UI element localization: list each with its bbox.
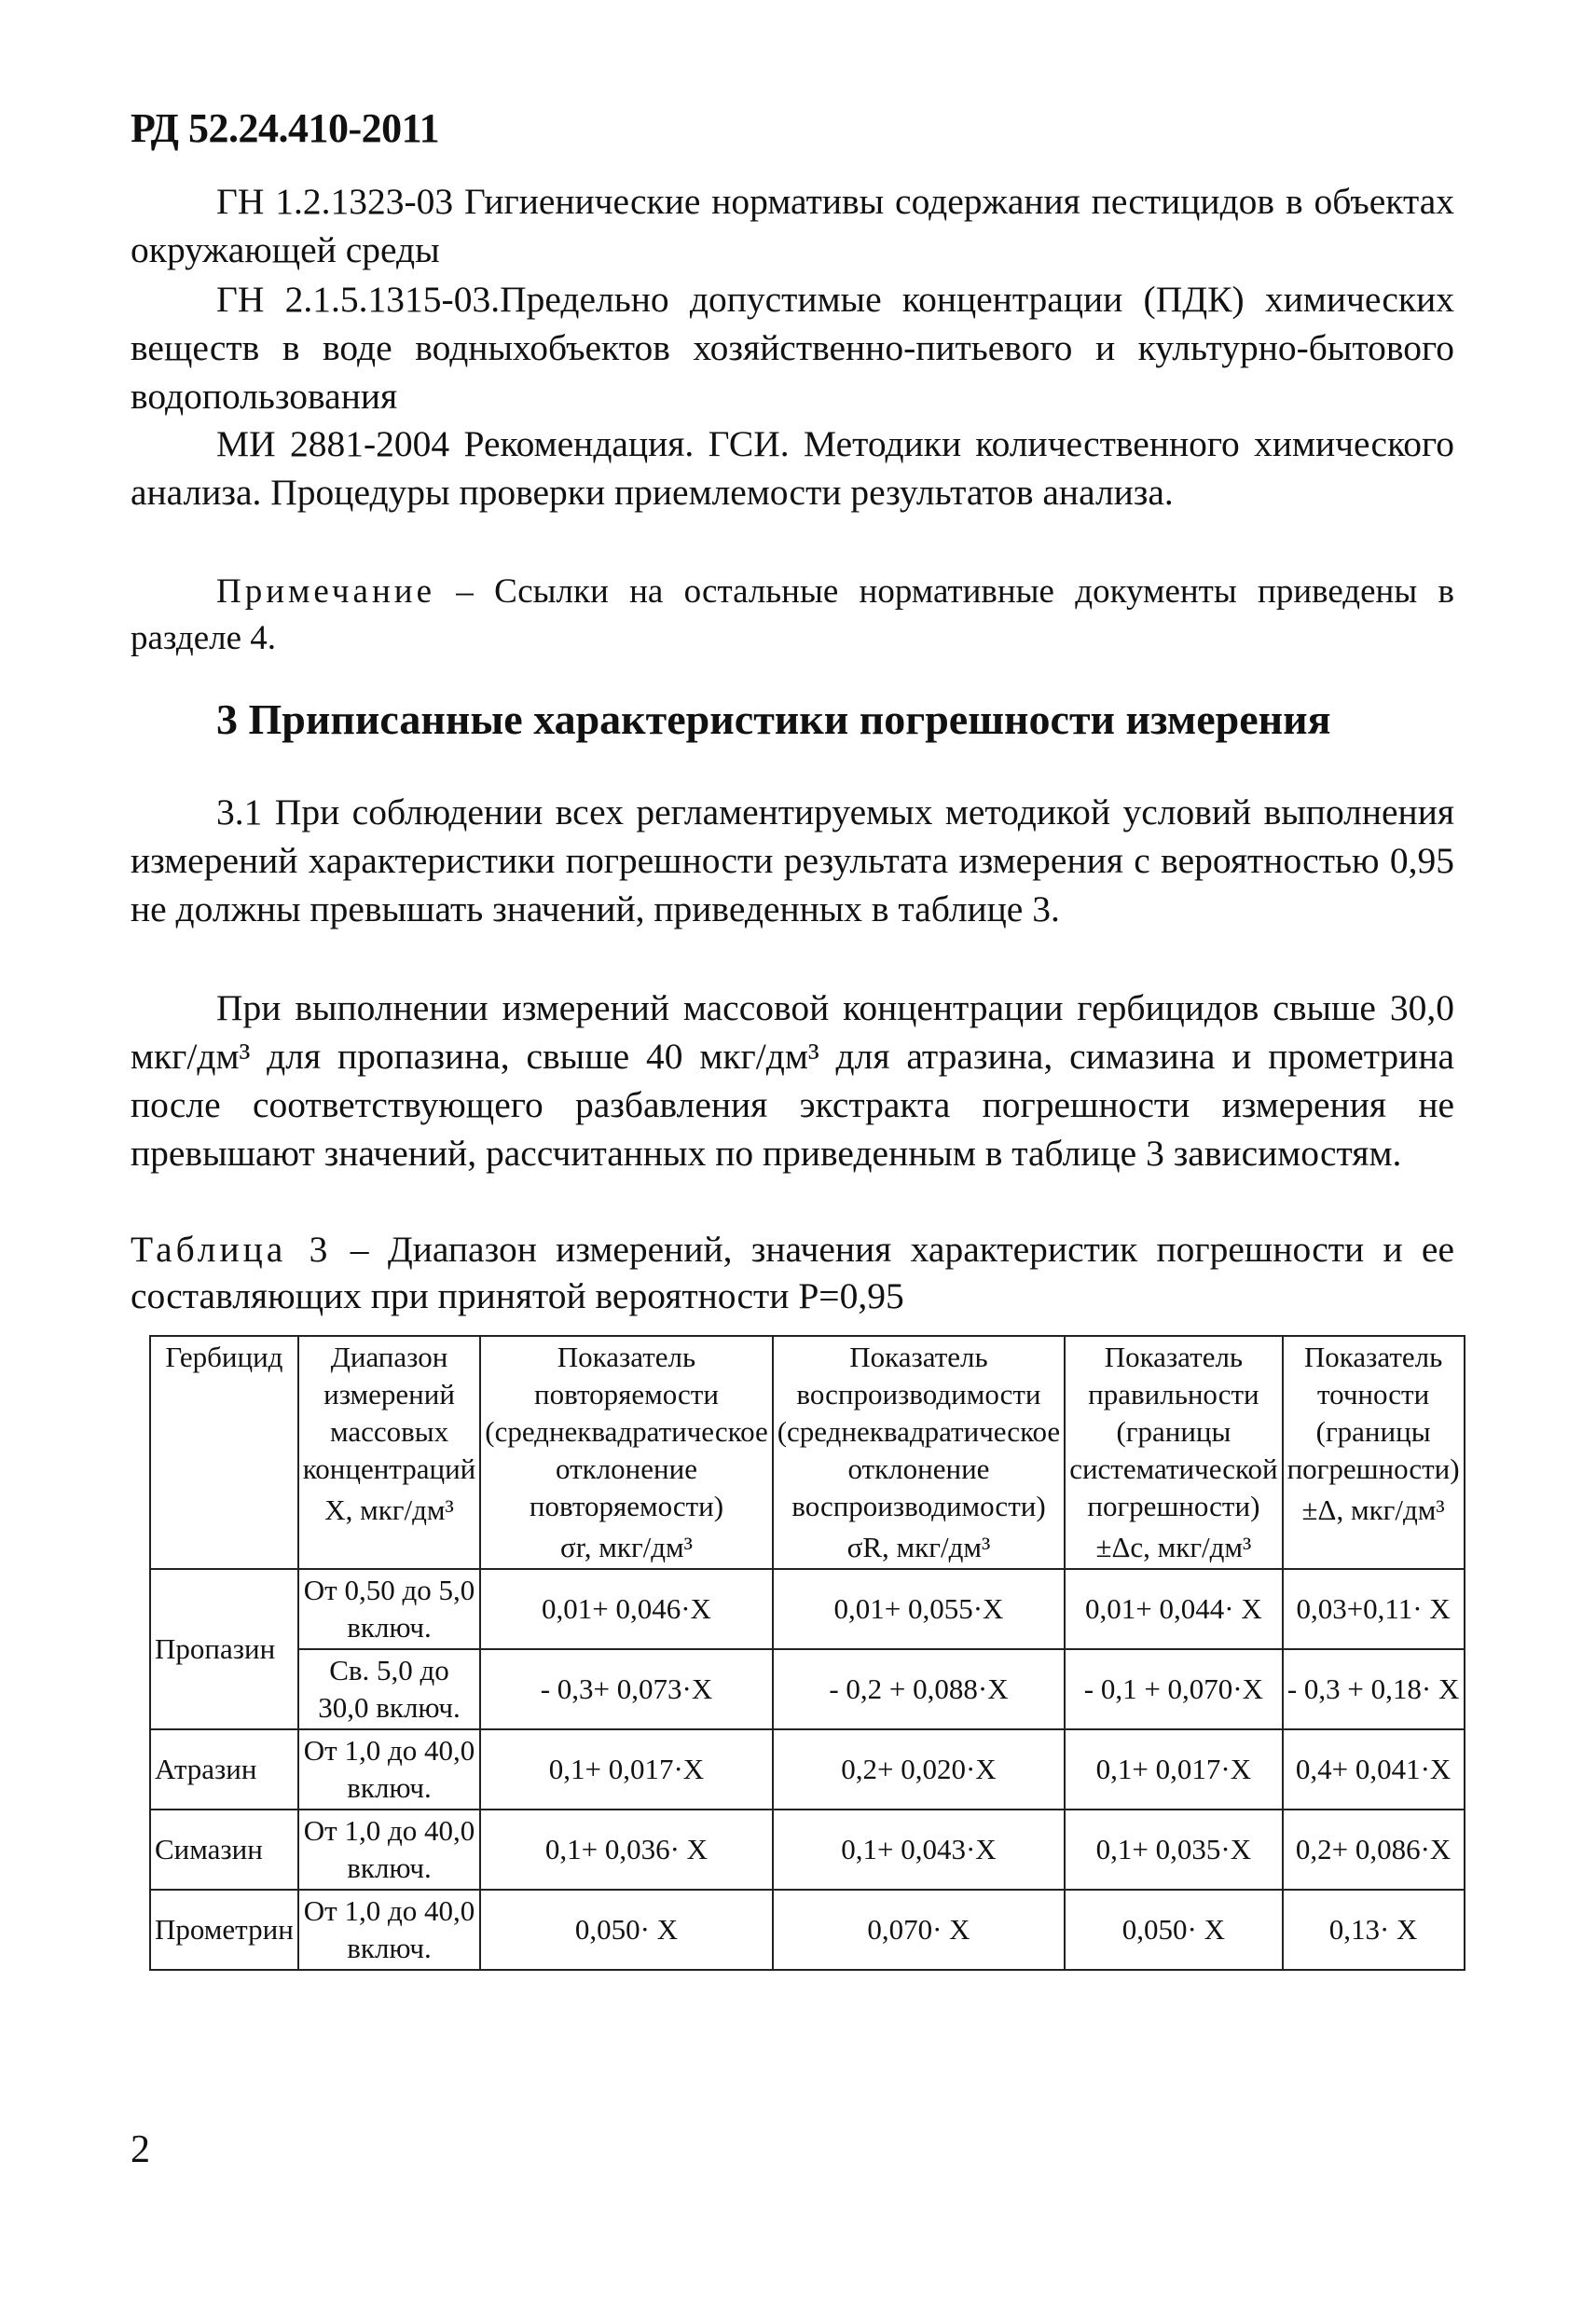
header-herbicide bbox=[150, 1336, 298, 1569]
header-range-title: Диапазон измерений массовых концентраций bbox=[302, 1341, 476, 1485]
cell-trueness: - 0,1 + 0,070·X bbox=[1065, 1649, 1282, 1729]
cell-range: От 1,0 до 40,0 включ. bbox=[298, 1810, 480, 1890]
header-accuracy bbox=[1283, 1336, 1465, 1569]
cell-herbicide: Прометрин bbox=[150, 1890, 298, 1970]
cell-repeatability: 0,1+ 0,017·X bbox=[480, 1729, 772, 1810]
cell-accuracy: 0,2+ 0,086·X bbox=[1283, 1810, 1465, 1890]
cell-accuracy: 0,4+ 0,041·X bbox=[1283, 1729, 1465, 1810]
table-row bbox=[150, 1649, 1465, 1729]
cell-trueness: 0,050· X bbox=[1065, 1890, 1282, 1970]
cell-repeatability: - 0,3+ 0,073·X bbox=[480, 1649, 772, 1729]
cell-reproducibility: 0,070· X bbox=[773, 1890, 1065, 1970]
cell-herbicide: Атразин bbox=[150, 1729, 298, 1810]
header-repeatability-unit: σr, мкг/дм³ bbox=[559, 1531, 693, 1563]
cell-reproducibility: - 0,2 + 0,088·X bbox=[773, 1649, 1065, 1729]
cell-reproducibility: 0,1+ 0,043·X bbox=[773, 1810, 1065, 1890]
page-number: 2 bbox=[131, 2128, 150, 2171]
cell-range: От 1,0 до 40,0 включ. bbox=[298, 1729, 480, 1810]
cell-accuracy: - 0,3 + 0,18· X bbox=[1283, 1649, 1465, 1729]
table-row bbox=[150, 1569, 1465, 1649]
header-trueness-unit: ±Δc, мкг/дм³ bbox=[1095, 1531, 1252, 1563]
cell-trueness: 0,1+ 0,017·X bbox=[1065, 1729, 1282, 1810]
table-row bbox=[150, 1890, 1465, 1970]
section-paragraph-2: При выполнении измерений массовой концентрации гербицидов свыше 30,0 мкг/дм³ для пропазина, свыше 40 мкг/дм³ для атразина, симазина и прометрина после соответствующего разбавления экстракта погрешности измерения не превышают значений, рассчитанных по приведенным в таблице 3 зависимостям. bbox=[131, 987, 1454, 1174]
cell-trueness: 0,01+ 0,044· X bbox=[1065, 1569, 1282, 1649]
cell-repeatability: 0,050· X bbox=[480, 1890, 772, 1970]
cell-herbicide: Симазин bbox=[150, 1810, 298, 1890]
header-range bbox=[298, 1336, 480, 1569]
section-title: 3 Приписанные характеристики погрешности измерения bbox=[216, 695, 1331, 743]
document-code: РД 52.24.410-2011 bbox=[131, 105, 440, 151]
cell-range: От 0,50 до 5,0 включ. bbox=[298, 1569, 480, 1649]
cell-reproducibility: 0,01+ 0,055·X bbox=[773, 1569, 1065, 1649]
cell-trueness: 0,1+ 0,035·X bbox=[1065, 1810, 1282, 1890]
table-caption-text: – Диапазон измерений, значения характеристик погрешности и ее составляющих при принятой вероятности P=0,95 bbox=[131, 1229, 1454, 1316]
reference-gn-1-2-1323: ГН 1.2.1323-03 Гигиенические нормативы содержания пестицидов в объектах окружающей среды bbox=[131, 181, 1454, 270]
header-accuracy-unit: ±Δ, мкг/дм³ bbox=[1301, 1493, 1445, 1526]
note-text: – Ссылки на остальные нормативные документы приведены в разделе 4. bbox=[131, 572, 1454, 657]
cell-accuracy: 0,13· X bbox=[1283, 1890, 1465, 1970]
cell-accuracy: 0,03+0,11· X bbox=[1283, 1569, 1465, 1649]
table-row bbox=[150, 1729, 1465, 1810]
table-caption-label: Таблица 3 bbox=[131, 1229, 332, 1270]
table-header-row bbox=[150, 1336, 1465, 1569]
note-label: Примечание bbox=[216, 572, 435, 611]
header-reproducibility bbox=[773, 1336, 1065, 1569]
header-range-unit: X, мкг/дм³ bbox=[324, 1493, 454, 1526]
reference-gn-2-1-5-1315: ГН 2.1.5.1315-03.Предельно допустимые концентрации (ПДК) химических веществ в воде водныхобъектов хозяйственно-питьевого и культурно-бытового водопользования bbox=[131, 279, 1454, 417]
header-herbicide-title: Гербицид bbox=[165, 1341, 283, 1373]
cell-repeatability: 0,01+ 0,046·X bbox=[480, 1569, 772, 1649]
header-reproducibility-unit: σR, мкг/дм³ bbox=[846, 1531, 991, 1563]
header-reproducibility-title: Показатель воспроизводимости (среднеквадратическое отклонение воспроизводимости) bbox=[777, 1341, 1061, 1522]
header-accuracy-title: Показатель точности (границы погрешности) bbox=[1286, 1341, 1460, 1485]
cell-range: От 1,0 до 40,0 включ. bbox=[298, 1890, 480, 1970]
section-paragraph-1: 3.1 При соблюдении всех регламентируемых методикой условий выполнения измерений характеристики погрешности результата измерения с вероятностью 0,95 не должны превышать значений, приведенных в таблице 3. bbox=[131, 791, 1454, 929]
note-paragraph bbox=[131, 569, 1454, 662]
cell-repeatability: 0,1+ 0,036· X bbox=[480, 1810, 772, 1890]
reference-mi-2881: МИ 2881-2004 Рекомендация. ГСИ. Методики количественного химического анализа. Процедуры проверки приемлемости результатов анализа. bbox=[131, 423, 1454, 513]
table-caption bbox=[131, 1226, 1454, 1319]
header-trueness-title: Показатель правильности (границы систематической погрешности) bbox=[1069, 1341, 1278, 1522]
header-repeatability-title: Показатель повторяемости (среднеквадратическое отклонение повторяемости) bbox=[485, 1341, 768, 1522]
header-trueness bbox=[1065, 1336, 1282, 1569]
cell-reproducibility: 0,2+ 0,020·X bbox=[773, 1729, 1065, 1810]
table-row bbox=[150, 1810, 1465, 1890]
cell-herbicide: Пропазин bbox=[150, 1569, 298, 1729]
header-repeatability bbox=[480, 1336, 772, 1569]
error-characteristics-table bbox=[149, 1335, 1465, 1971]
cell-range: Св. 5,0 до 30,0 включ. bbox=[298, 1649, 480, 1729]
